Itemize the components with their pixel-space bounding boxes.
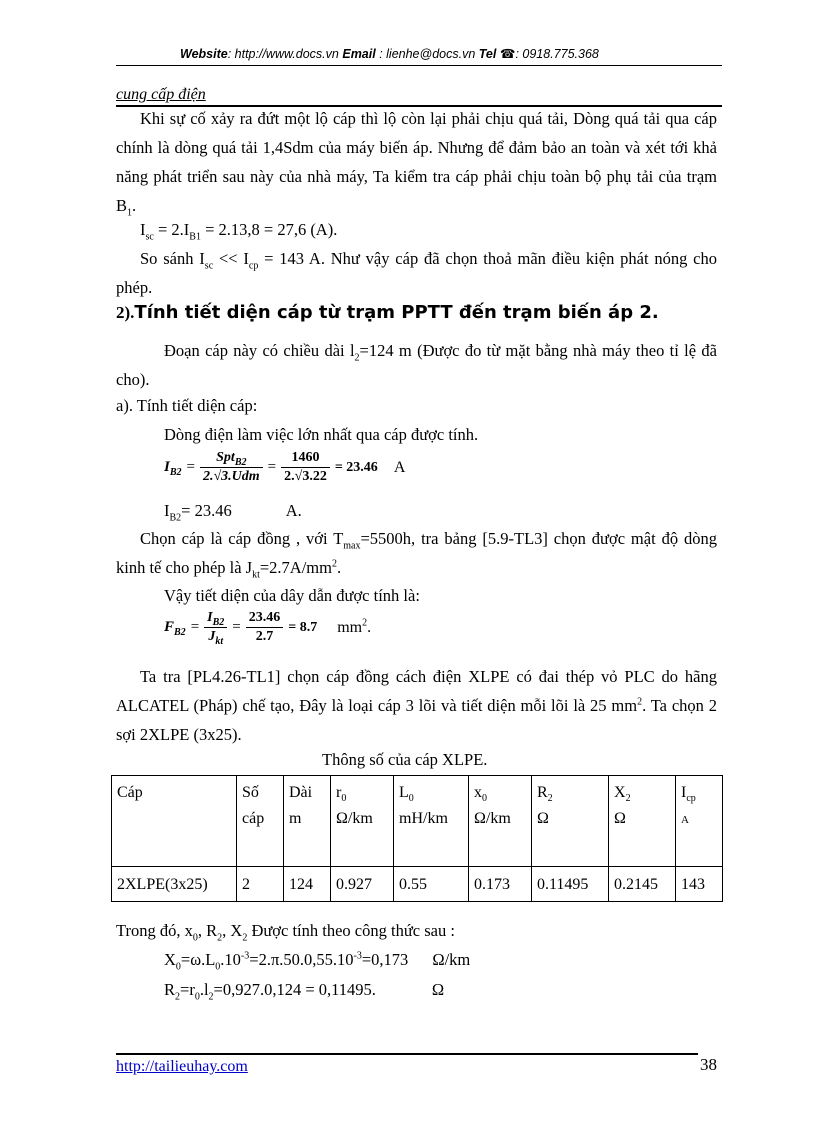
x0-formula: $X_0=\omega.L_0.10^{-3}=2.\pi.50.0,55.10^{-3}=0,173$ Ω/km xyxy=(164,950,471,973)
tel-value: : 0918.775.368 xyxy=(515,47,599,61)
header-rule xyxy=(116,65,722,66)
paragraph-cable-choice: Ta tra [PL4.26-TL1] chọn cáp đồng cách điện XLPE có đai thép vỏ PLC do hãng ALCATEL (Pháp) chế tạo, Đây là loại cáp 3 lõi và tiết diện mỗi lõi là 25 $mm^2$. Ta chọn 2 sợi 2XLPE (3x25). xyxy=(116,667,717,744)
subsection-a: a). Tính tiết diện cáp: xyxy=(116,396,258,415)
website-label: Website xyxy=(180,47,228,61)
col-icp: $I_{cp}$ A xyxy=(676,776,723,867)
tel-label: Tel xyxy=(478,47,497,61)
phone-icon: ☎ xyxy=(499,47,516,61)
col-length: Dài m xyxy=(284,776,331,867)
cable-spec-table xyxy=(111,775,723,902)
section-heading: 2).Tính tiết diện cáp từ trạm PPTT đến trạm biến áp 2. xyxy=(116,302,659,323)
page-header xyxy=(180,46,599,61)
ib2-value: $I_{B2}= 23.46$ A. xyxy=(164,501,302,524)
equation-fb2: $F_{B2}$ = $\frac{I_{B2}}{J_{kt}}$ = $\frac{23.46}{2.7}$ = 8.7 $mm^2$. xyxy=(164,610,372,647)
paragraph-length: Đoạn cáp này có chiều dài $l_2=124$ m (Được đo từ mặt bằng nhà máy theo tỉ lệ đã cho). xyxy=(116,341,717,389)
table-caption: Thông số của cáp XLPE. xyxy=(322,750,488,769)
footer-link[interactable]: http://tailieuhay.com xyxy=(116,1058,248,1075)
paragraph-overload: Khi sự cố xảy ra đứt một lộ cáp thì lộ còn lại phải chịu quá tải, Dòng quá tải qua cáp chính là dòng quá tải 1,4Sdm của máy biến áp. Nhưng để đảm bảo an toàn và xét tới khả năng phát triển sau này của nhà máy, Ta kiểm tra cáp phải chịu toàn bộ phụ tải của trạm $B_1$. xyxy=(116,109,717,219)
section-intro: Vậy tiết diện của dây dẫn được tính là: xyxy=(164,586,420,605)
r2-formula: $R_2=r_0.l_2=0,927.0,124 = 0,11495$. Ω xyxy=(164,980,445,1003)
paragraph-compare: So sánh $I_{sc} << I_{cp} = 143$ A. Như vậy cáp đã chọn thoả mãn điều kiện phát nóng cho phép. xyxy=(116,249,718,297)
footer-rule xyxy=(116,1053,698,1055)
table-header-row xyxy=(112,776,723,867)
col-count: Số cáp xyxy=(237,776,284,867)
running-title: cung cấp điện xyxy=(116,86,206,103)
col-r2: $R_2$ Ω xyxy=(532,776,609,867)
paragraph-current-density: Chọn cáp là cáp đồng , với $T_{max}=5500h$, tra bảng [5.9-TL3] chọn được mật độ dòng kinh tế cho phép là $J_{kt}=2.7A/mm^2$. xyxy=(116,529,717,581)
col-x2: $X_2$ Ω xyxy=(609,776,676,867)
where-line: Trong đó, $x_0$, $R_2$, $X_2$ Được tính theo công thức sau : xyxy=(116,921,455,944)
table-row: 2XLPE(3x25) 2 124 0.927 0.55 0.173 0.11495 0.2145 143 xyxy=(112,867,723,902)
equation-ib2: $I_{B2}$ = $\frac{Spt_{B2}}{\text{2.√3.Udm}}$ = $\frac{1460}{2.√3.22}$ = 23.46 A xyxy=(164,450,406,484)
col-cable: Cáp xyxy=(112,776,237,867)
col-r0: $r_0$ Ω/km xyxy=(331,776,394,867)
email-value: : lienhe@docs.vn xyxy=(379,47,476,61)
page-number: 38 xyxy=(700,1055,717,1074)
isc-formula: $I_{sc} = 2.I_{B1} = 2.13,8 = 27,6$ (A). xyxy=(140,220,338,243)
website-value: : http://www.docs.vn xyxy=(227,47,339,61)
current-intro: Dòng điện làm việc lớn nhất qua cáp được tính. xyxy=(164,425,479,444)
col-l0: $L_0$ mH/km xyxy=(394,776,469,867)
email-label: Email xyxy=(342,47,376,61)
col-x0: $x_0$ Ω/km xyxy=(469,776,532,867)
